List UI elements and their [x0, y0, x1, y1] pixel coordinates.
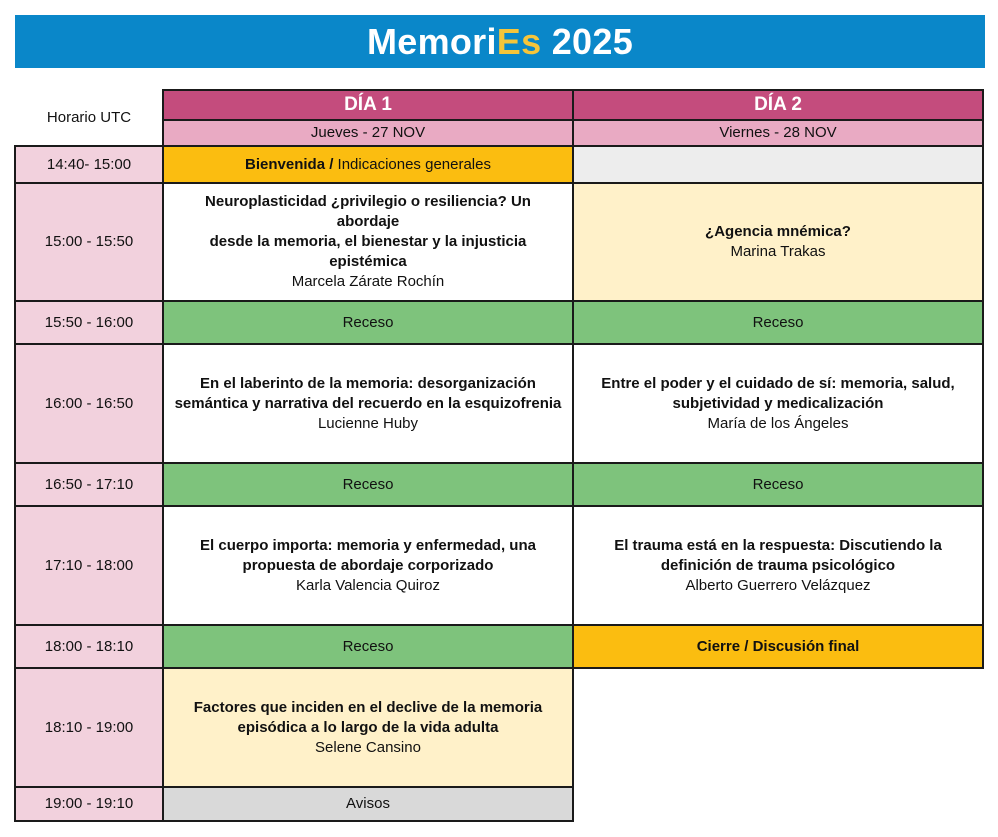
time-column-header: Horario UTC [46, 109, 132, 126]
day1-header: DÍA 1 [162, 89, 574, 121]
time-slot: 15:00 - 15:50 [14, 182, 164, 302]
time-slot: 14:40- 15:00 [14, 145, 164, 184]
announcements-cell: Avisos [162, 786, 574, 822]
break-cell: Receso [162, 462, 574, 507]
break-cell: Receso [572, 462, 984, 507]
time-slot: 18:10 - 19:00 [14, 667, 164, 788]
talk-cell [572, 182, 984, 302]
break-cell: Receso [572, 300, 984, 345]
talk-speaker: Alberto Guerrero Velázquez [685, 576, 871, 594]
time-slot: 19:00 - 19:10 [14, 786, 164, 822]
title-year: 2025 [541, 20, 634, 62]
talk-speaker: Marina Trakas [730, 243, 826, 260]
welcome-subtitle: Indicaciones generales [333, 156, 491, 173]
talk-speaker: Lucienne Huby [317, 414, 419, 432]
closing-cell: Cierre / Discusión final [572, 624, 984, 669]
time-slot: 16:50 - 17:10 [14, 462, 164, 507]
time-slot: 15:50 - 16:00 [14, 300, 164, 345]
talk-title: Entre el poder y el cuidado de sí: memoria, salud, subjetividad y medicalización [601, 374, 955, 412]
talk-speaker: Selene Cansino [315, 738, 421, 756]
talk-speaker: María de los Ángeles [707, 414, 849, 432]
talk-title: En el laberinto de la memoria: desorganización semántica y narrativa del recuerdo en la esquizofrenia [174, 374, 562, 412]
day1-date: Jueves - 27 NOV [162, 119, 574, 147]
time-slot: 17:10 - 18:00 [14, 505, 164, 626]
title-accent: Es [496, 20, 542, 62]
break-cell: Receso [162, 300, 574, 345]
talk-cell [162, 182, 574, 302]
talk-cell [162, 667, 574, 788]
day2-date: Viernes - 28 NOV [572, 119, 984, 147]
time-slot: 16:00 - 16:50 [14, 343, 164, 464]
talk-title: Neuroplasticidad ¿privilegio o resiliencia? Un abordaje desde la memoria, el bienestar y la injusticia epistémica [205, 193, 531, 270]
talk-cell [162, 343, 574, 464]
title-part1: Memori [366, 20, 497, 62]
break-cell: Receso [162, 624, 574, 669]
time-slot: 18:00 - 18:10 [14, 624, 164, 669]
empty-cell [572, 145, 984, 184]
talk-title: El cuerpo importa: memoria y enfermedad, una propuesta de abordaje corporizado [200, 536, 536, 574]
talk-cell [162, 505, 574, 626]
day2-header: DÍA 2 [572, 89, 984, 121]
talk-cell [572, 343, 984, 464]
talk-title: El trauma está en la respuesta: Discutiendo la definición de trauma psicológico [614, 536, 942, 574]
talk-speaker: Karla Valencia Quiroz [296, 576, 440, 594]
welcome-label: Bienvenida / [245, 156, 334, 173]
title-banner [15, 15, 985, 68]
talk-cell [572, 505, 984, 626]
welcome-cell [162, 145, 574, 184]
talk-title: Factores que inciden en el declive de la memoria episódica a lo largo de la vida adulta [193, 698, 543, 736]
talk-speaker: Marcela Zárate Rochín [291, 273, 445, 290]
talk-title: ¿Agencia mnémica? [705, 223, 851, 240]
page-title [367, 21, 633, 63]
